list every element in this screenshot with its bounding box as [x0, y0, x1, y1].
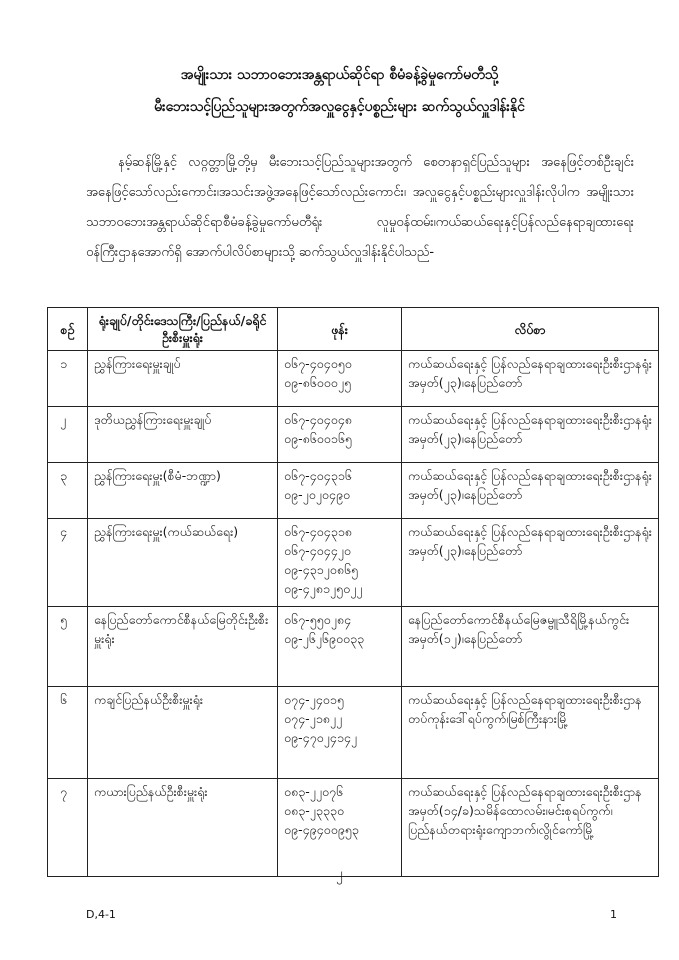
- row-address: ကယ်ဆယ်ရေးနှင့် ပြန်လည်နေရာချထားရေးဦးစီးဌာနရုံးအမှတ်(၂၃)၊နေပြည်တော်: [402, 519, 659, 607]
- document-title-line-2: မီးဘေးသင့်ပြည်သူများအတွက်အလှူငွေနှင့်ပစ္စည်းများ ဆက်သွယ်လှူဒါန်းနိုင်: [154, 99, 525, 115]
- footer-page-number: 1: [610, 908, 617, 921]
- row-phones: [278, 407, 402, 463]
- phone-number: ၀၉-၄၇၀၂၄၁၄၂: [284, 730, 358, 745]
- table-row: [48, 687, 659, 779]
- phone-number: ၀၉-၄၉၄၀၀၉၅၃: [284, 822, 359, 837]
- phone-number: ၀၈၃-၂၂၀၇၆: [284, 784, 344, 799]
- phone-number: ၀၆၇-၅၅၀၂၈၄: [284, 612, 352, 627]
- phone-number: ၀၆၇-၄၀၄၃၁၆: [284, 468, 352, 483]
- table-row: [48, 779, 659, 877]
- phone-number: ၀၉-၂၆၂၆၉၀၀၃၃: [284, 631, 365, 646]
- phone-number: ၀၉-၈၆၀၀၀၂၅: [284, 375, 352, 390]
- table-row: [48, 519, 659, 607]
- phone-number: ၀၉-၄၂၈၁၂၅၀၂၂: [284, 581, 363, 596]
- row-office: ညွှန်ကြားရေးမှူး(စီမံ-ဘဏ္ဍာ): [88, 463, 278, 519]
- phone-number: ၀၉-၄၃၁၂၀၈၆၅: [284, 562, 359, 577]
- row-no: ၃: [48, 463, 88, 519]
- row-no: ၁: [48, 351, 88, 407]
- phone-number: ၀၉-၂၀၂၀၄၉၀: [284, 487, 351, 502]
- row-no: ၆: [48, 687, 88, 779]
- row-office: ကယားပြည်နယ်ဦးစီးမှူးရုံး: [88, 779, 278, 877]
- table-row: [48, 607, 659, 687]
- header-office: ရုံးချုပ်/တိုင်းဒေသကြီး/ပြည်နယ်/ခရိုင်ဦးစီးမှူးရုံး: [88, 308, 278, 351]
- row-office: ညွှန်ကြားရေးမှူးချုပ်: [88, 351, 278, 407]
- table-header-row: [48, 308, 659, 351]
- row-office: ဒုတိယညွှန်ကြားရေးမှူးချုပ်: [88, 407, 278, 463]
- contact-table: [47, 307, 659, 877]
- row-office: နေပြည်တော်ကောင်စီနယ်မြေတိုင်းဦးစီးမှူးရုံး: [88, 607, 278, 687]
- table-row: [48, 463, 659, 519]
- phone-number: ၀၆၇-၄၀၄၄၂၀: [284, 543, 351, 558]
- row-phones: [278, 463, 402, 519]
- header-no: စဉ်: [48, 308, 88, 351]
- phone-number: ၀၇၄-၂၁၈၂၂: [284, 711, 343, 726]
- row-no: ၄: [48, 519, 88, 607]
- row-phones: [278, 519, 402, 607]
- row-address: ကယ်ဆယ်ရေးနှင့် ပြန်လည်နေရာချထားရေးဦးစီးဌာနတပ်ကုန်းဒေါ်ရပ်ကွက်၊မြစ်ကြီးနားမြို့: [402, 687, 659, 779]
- row-office: ညွှန်ကြားရေးမှူး(ကယ်ဆယ်ရေး): [88, 519, 278, 607]
- phone-number: ၀၈၃-၂၃၃၃၀: [284, 803, 344, 818]
- header-address: လိပ်စာ: [402, 308, 659, 351]
- phone-number: ၀၇၄-၂၄၀၁၅: [284, 692, 344, 707]
- row-no: ၂: [48, 407, 88, 463]
- table-row: [48, 351, 659, 407]
- header-phone: ဖုန်း: [278, 308, 402, 351]
- row-address: နေပြည်တော်ကောင်စီနယ်မြေဇမ္ဗူသီရိမြို့နယ်ကွင်းအမှတ်(၁၂)၊နေပြည်တော်: [402, 607, 659, 687]
- row-phones: [278, 607, 402, 687]
- row-phones: [278, 351, 402, 407]
- page-number-myanmar: ၂: [336, 866, 343, 882]
- phone-number: ၀၆၇-၄၀၄၃၁၈: [284, 524, 352, 539]
- phone-number: ၀၉-၈၆၀၀၁၆၅: [284, 431, 352, 446]
- row-phones: [278, 779, 402, 877]
- phone-number: ၀၆၇-၄၀၄၀၄၈: [284, 412, 352, 427]
- row-no: ၇: [48, 779, 88, 877]
- row-no: ၅: [48, 607, 88, 687]
- row-address: ကယ်ဆယ်ရေးနှင့် ပြန်လည်နေရာချထားရေးဦးစီးဌာနရုံးအမှတ်(၂၃)၊နေပြည်တော်: [402, 351, 659, 407]
- row-address: ကယ်ဆယ်ရေးနှင့် ပြန်လည်နေရာချထားရေးဦးစီးဌာနအမှတ်(၁၄/ခ)သမိန်ထောလမ်း၊မင်းစုရပ်ကွက်၊ပြည်နယ်တရားရုံးကျောဘက်၊လွိုင်ကော်မြို့: [402, 779, 659, 877]
- table-row: [48, 407, 659, 463]
- intro-paragraph: နမ့်ဆန်မြို့နှင့် လဝ္ဂတ္တာမြို့တို့မှ မီးဘေးသင့်ပြည်သူများအတွက် စေတနာရှင်ပြည်သူများ အနေဖြင့်တစ်ဦးချင်းအနေဖြင့်သော်လည်းကောင်း၊အသင်းအဖွဲ့အနေဖြင့်သော်လည်းကောင်း၊ အလှူငွေနှင့်ပစ္စည်းများလှူဒါန်းလိုပါက အမျိုးသားသဘာဝဘေးအန္တရာယ်ဆိုင်ရာစီမံခန့်ခွဲမှုကော်မတီရုံး လူမှုဝန်ထမ်း၊ကယ်ဆယ်ရေးနှင့်ပြန်လည်နေရာချထားရေးဝန်ကြီးဌာနအောက်ရှိ အောက်ပါလိပ်စာများသို့ ဆက်သွယ်လှူဒါန်းနိုင်ပါသည်-: [86, 155, 634, 260]
- row-office: ကချင်ပြည်နယ်ဦးစီးမှူးရုံး: [88, 687, 278, 779]
- footer-document-code: D,4-1: [86, 908, 116, 921]
- row-address: ကယ်ဆယ်ရေးနှင့် ပြန်လည်နေရာချထားရေးဦးစီးဌာနရုံးအမှတ်(၂၃)၊နေပြည်တော်: [402, 463, 659, 519]
- row-phones: [278, 687, 402, 779]
- row-address: ကယ်ဆယ်ရေးနှင့် ပြန်လည်နေရာချထားရေးဦးစီးဌာနရုံးအမှတ်(၂၃)၊နေပြည်တော်: [402, 407, 659, 463]
- phone-number: ၀၆၇-၄၀၄၀၅၀: [284, 356, 352, 371]
- document-title-line-1: အမျိုးသား သဘာဝဘေးအန္တရာယ်ဆိုင်ရာ စီမံခန့်ခွဲမှုကော်မတီသို့: [180, 67, 499, 83]
